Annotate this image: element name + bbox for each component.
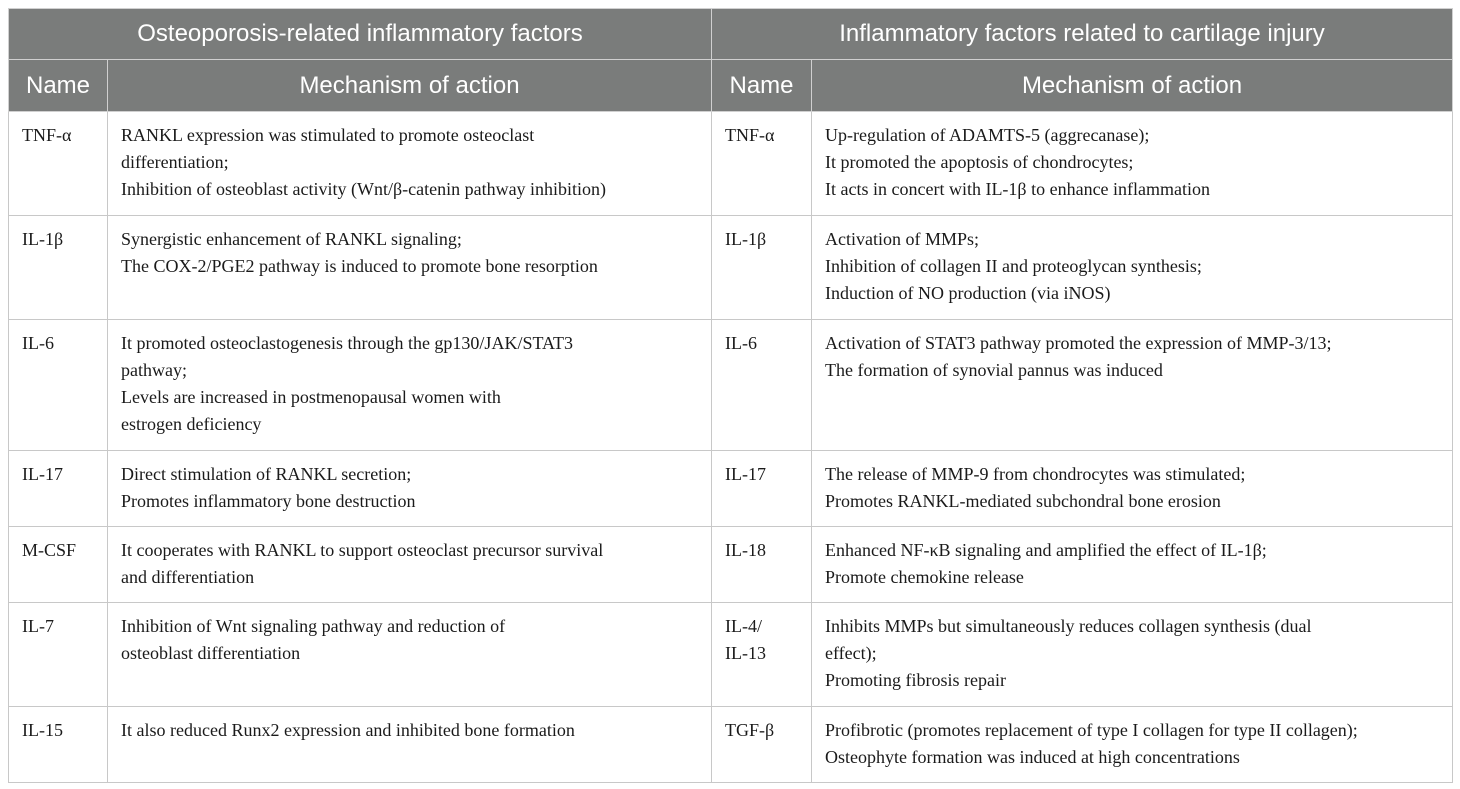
mechanism-line: Inhibition of Wnt signaling pathway and reduction of [121,616,506,636]
cartilage-factor-name [712,527,812,603]
mechanism-line: osteoblast differentiation [121,643,301,663]
cartilage-factor-name [712,216,812,320]
table-row [9,603,1453,707]
factor-name-line: IL-17 [725,464,766,484]
cartilage-mechanism [812,112,1453,216]
mechanism-line: pathway; [121,360,187,380]
cartilage-mechanism [812,320,1453,451]
cartilage-mechanism [812,451,1453,527]
osteoporosis-mechanism [108,707,712,783]
osteoporosis-factor-name: IL-15 [9,707,108,783]
factor-name-line: IL-6 [725,333,757,353]
mechanism-line: It also reduced Runx2 expression and inhibited bone formation [121,720,575,740]
factor-name-line: TGF-β [725,720,775,740]
mechanism-line: Promoting fibrosis repair [825,670,1006,690]
mechanism-line: It promoted osteoclastogenesis through the gp130/JAK/STAT3 [121,333,574,353]
mechanism-line: Induction of NO production (via iNOS) [825,283,1111,303]
mechanism-line: Inhibition of osteoblast activity (Wnt/β-catenin pathway inhibition) [121,179,607,199]
mechanism-line: Activation of MMPs; [825,229,980,249]
osteoporosis-mechanism [108,320,712,451]
mechanism-line: Synergistic enhancement of RANKL signaling; [121,229,462,249]
column-header-mechanism-right: Mechanism of action [812,60,1453,112]
group-header-osteoporosis: Osteoporosis-related inflammatory factors [9,9,712,60]
table-row [9,451,1453,527]
mechanism-line: Profibrotic (promotes replacement of type I collagen for type II collagen); [825,720,1358,740]
table-container [8,8,1452,783]
mechanism-line: The release of MMP-9 from chondrocytes was stimulated; [825,464,1246,484]
table-row [9,112,1453,216]
mechanism-line: It promoted the apoptosis of chondrocytes; [825,152,1134,172]
inflammatory-factors-table [8,8,1453,783]
osteoporosis-factor-name: IL-1β [9,216,108,320]
mechanism-line: Osteophyte formation was induced at high concentrations [825,747,1240,767]
table-row [9,320,1453,451]
mechanism-line: Inhibition of collagen II and proteoglycan synthesis; [825,256,1202,276]
mechanism-line: and differentiation [121,567,255,587]
table-row [9,216,1453,320]
mechanism-line: Inhibits MMPs but simultaneously reduces collagen synthesis (dual [825,616,1312,636]
mechanism-line: RANKL expression was stimulated to promote osteoclast [121,125,535,145]
mechanism-line: effect); [825,643,877,663]
column-header-mechanism-left: Mechanism of action [108,60,712,112]
factor-name-line: IL-18 [725,540,766,560]
mechanism-line: Direct stimulation of RANKL secretion; [121,464,412,484]
cartilage-mechanism [812,707,1453,783]
osteoporosis-mechanism [108,216,712,320]
column-header-row [9,60,1453,112]
mechanism-line: Promotes inflammatory bone destruction [121,491,416,511]
cartilage-mechanism [812,603,1453,707]
osteoporosis-factor-name: IL-17 [9,451,108,527]
mechanism-line: Enhanced NF-κB signaling and amplified the effect of IL-1β; [825,540,1267,560]
group-header-cartilage: Inflammatory factors related to cartilage injury [712,9,1453,60]
osteoporosis-mechanism [108,527,712,603]
table-row [9,707,1453,783]
mechanism-line: It acts in concert with IL-1β to enhance inflammation [825,179,1211,199]
mechanism-line: The COX-2/PGE2 pathway is induced to promote bone resorption [121,256,598,276]
osteoporosis-factor-name: TNF-α [9,112,108,216]
cartilage-factor-name [712,112,812,216]
cartilage-factor-name [712,707,812,783]
factor-name-line: IL-1β [725,229,767,249]
mechanism-line: Up-regulation of ADAMTS-5 (aggrecanase); [825,125,1150,145]
table-row [9,527,1453,603]
factor-name-line: TNF-α [725,125,775,145]
mechanism-line: The formation of synovial pannus was induced [825,360,1163,380]
factor-name-line: IL-4/ [725,616,762,636]
mechanism-line: Promote chemokine release [825,567,1024,587]
mechanism-line: differentiation; [121,152,229,172]
mechanism-line: It cooperates with RANKL to support osteoclast precursor survival [121,540,604,560]
mechanism-line: Promotes RANKL-mediated subchondral bone erosion [825,491,1221,511]
column-header-name-right: Name [712,60,812,112]
osteoporosis-mechanism [108,451,712,527]
cartilage-factor-name [712,451,812,527]
osteoporosis-factor-name: IL-6 [9,320,108,451]
osteoporosis-factor-name: IL-7 [9,603,108,707]
osteoporosis-mechanism [108,603,712,707]
cartilage-factor-name [712,320,812,451]
cartilage-mechanism [812,216,1453,320]
column-header-name-left: Name [9,60,108,112]
osteoporosis-factor-name: M-CSF [9,527,108,603]
cartilage-mechanism [812,527,1453,603]
table-body [9,112,1453,783]
mechanism-line: Levels are increased in postmenopausal women with [121,387,501,407]
group-header-row [9,9,1453,60]
mechanism-line: estrogen deficiency [121,414,262,434]
osteoporosis-mechanism [108,112,712,216]
factor-name-line: IL-13 [725,643,766,663]
mechanism-line: Activation of STAT3 pathway promoted the expression of MMP-3/13; [825,333,1332,353]
cartilage-factor-name [712,603,812,707]
